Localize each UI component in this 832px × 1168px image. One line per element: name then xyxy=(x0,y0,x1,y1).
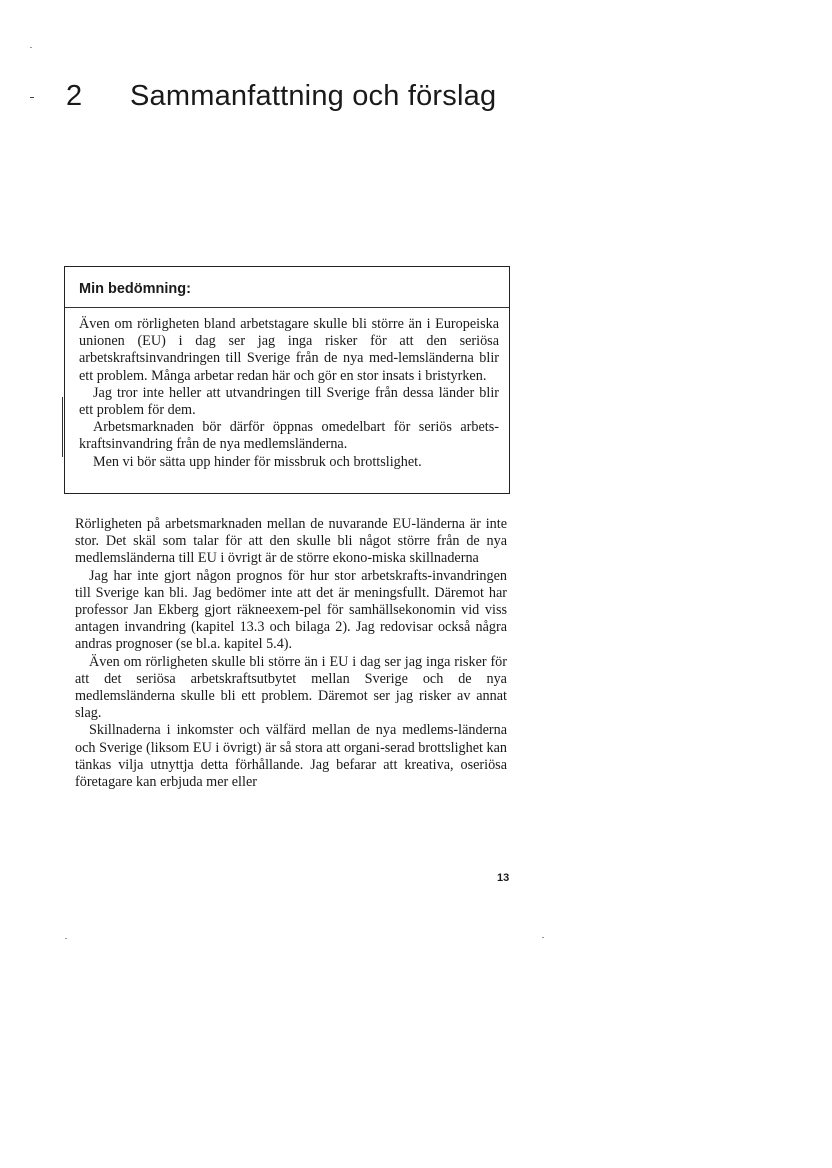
assessment-paragraph: Men vi bör sätta upp hinder för missbruk och brottslighet. xyxy=(93,453,422,470)
margin-bar xyxy=(62,397,63,457)
body-paragraph: Rörligheten på arbetsmarknaden mellan de nuvarande EU-länderna är inte stor. Det skäl som talar för att den skulle bli något större från de nya medlemsländerna till EU i övrigt är de större ekono-miska skillnaderna xyxy=(75,516,507,567)
assessment-paragraph: Arbetsmarknaden bör därför öppnas omedelbart för seriös arbets-kraftsinvandring från de nya medlemsländerna. xyxy=(79,419,499,453)
assessment-heading: Min bedömning: xyxy=(79,281,191,297)
scan-speck xyxy=(542,937,544,938)
body-paragraph: Jag har inte gjort någon prognos för hur stor arbetskrafts-invandringen till Sverige kan bli. Jag bedömer inte att det är meningsfullt. Däremot har professor Jan Ekberg gjort räkneexem-pel för samhällsekonomin vid viss antagen invandring (kapitel 13.3 och bilaga 2). Jag redovisar också några andras prognoser (se bl.a. kapitel 5.4). xyxy=(75,567,507,653)
page-number: 13 xyxy=(497,872,510,884)
assessment-box xyxy=(64,266,510,494)
heading-divider xyxy=(65,307,509,308)
margin-mark xyxy=(30,97,34,98)
body-paragraph: Även om rörligheten skulle bli större än i EU i dag ser jag inga risker för att det seriösa arbetskraftsutbytet mellan Sverige och de nya medlemsländerna skulle bli ett problem. Däremot ser jag risker av annat slag. xyxy=(75,653,507,722)
scan-speck xyxy=(30,47,32,48)
assessment-paragraph: Jag tror inte heller att utvandringen till Sverige från dessa länder blir ett problem för dem. xyxy=(79,384,499,419)
chapter-number: 2 xyxy=(66,80,83,112)
scan-speck xyxy=(65,938,67,939)
chapter-title: Sammanfattning och förslag xyxy=(130,80,497,112)
assessment-text xyxy=(79,316,499,471)
body-paragraph: Skillnaderna i inkomster och välfärd mellan de nya medlems-länderna och Sverige (liksom EU i övrigt) är så stora att organi-serad brottslighet kan tänkas vilja utnyttja detta förhållande. Jag befarar att kreativa, oseriösa företagare kan erbjuda mer eller xyxy=(75,722,507,791)
body-text xyxy=(75,516,507,791)
assessment-paragraph: Även om rörligheten bland arbetstagare skulle bli större än i Europeiska unionen (EU) i dag ser jag inga risker för att den seriösa arbetskraftsinvandringen till Sverige från de nya med-lemsländerna blir ett problem. Många arbetar redan här och gör en stor insats i bristyrken. xyxy=(79,316,499,384)
